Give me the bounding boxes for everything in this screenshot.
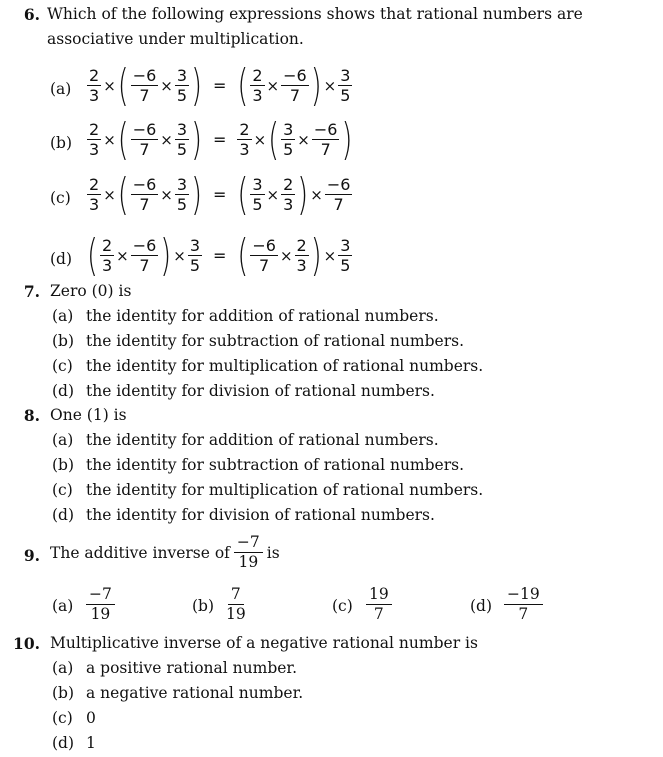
times-sign: × (266, 185, 280, 204)
question-text: Zero (0) is (50, 282, 132, 300)
fraction (281, 120, 295, 159)
fraction (175, 175, 189, 214)
fraction (295, 236, 309, 275)
denominator: 3 (89, 195, 100, 214)
fraction (338, 236, 352, 275)
question-number: 6. (23, 5, 40, 24)
denominator: 19 (238, 553, 259, 571)
denominator: 7 (320, 140, 331, 159)
denominator: 7 (259, 256, 270, 275)
denominator: 7 (373, 605, 384, 623)
times-sign: × (297, 130, 310, 149)
numerator: −6 (313, 120, 338, 139)
right-paren: ) (310, 229, 322, 281)
fraction (281, 66, 309, 105)
denominator: 7 (333, 195, 344, 214)
numerator: −7 (86, 585, 115, 605)
question-number: 10. (13, 634, 40, 653)
numerator: 2 (296, 236, 307, 255)
denominator: 5 (176, 86, 188, 105)
times-sign: × (266, 76, 280, 95)
fraction (325, 175, 353, 214)
right-paren: ) (191, 59, 202, 111)
right-paren: ) (191, 113, 202, 165)
equals-sign: = (213, 130, 227, 149)
math-expression (86, 59, 353, 111)
denominator: 7 (518, 605, 529, 623)
option-label: (d) (470, 597, 493, 615)
left-paren: ( (237, 168, 249, 220)
fraction (237, 120, 251, 159)
left-paren: ( (117, 59, 129, 111)
numerator: 2 (89, 66, 100, 85)
left-paren: ( (237, 59, 249, 111)
denominator: 5 (176, 195, 188, 214)
fraction (100, 236, 114, 275)
option-label: (a) (52, 659, 74, 677)
times-sign: × (116, 246, 129, 265)
denominator: 3 (101, 256, 113, 275)
numerator: 19 (366, 585, 392, 605)
option-label: (c) (52, 709, 73, 727)
fraction (87, 120, 101, 159)
denominator: 7 (139, 140, 150, 159)
times-sign: × (103, 76, 116, 95)
option-text: the identity for multiplication of rational numbers. (86, 357, 484, 375)
option-label: (b) (52, 684, 75, 702)
denominator: 5 (340, 256, 351, 275)
numerator: 3 (189, 236, 200, 255)
option-text: a negative rational number. (86, 684, 304, 702)
option-label: (b) (50, 134, 73, 152)
option-text: 1 (86, 734, 96, 752)
question-number: 9. (23, 546, 40, 565)
numerator: 3 (252, 175, 263, 194)
numerator: 2 (252, 66, 263, 85)
fraction (234, 533, 263, 572)
denominator: 5 (283, 140, 294, 159)
right-paren: ) (310, 59, 322, 111)
option-label: (a) (52, 431, 74, 449)
option-text: the identity for multiplication of rational numbers. (86, 481, 484, 499)
question-text: associative under multiplication. (47, 30, 304, 48)
question-text (50, 533, 280, 572)
option-text: the identity for addition of rational numbers. (86, 307, 439, 325)
question-text: One (1) is (50, 406, 127, 424)
left-paren: ( (117, 168, 129, 220)
times-sign: × (160, 130, 173, 149)
denominator: 7 (289, 86, 300, 105)
denominator: 19 (90, 605, 111, 623)
fraction (504, 585, 543, 624)
option-label: (b) (192, 597, 215, 615)
denominator: 3 (89, 86, 100, 105)
fraction (175, 120, 189, 159)
numerator: 3 (176, 175, 188, 194)
fraction (226, 585, 246, 624)
fraction (131, 175, 159, 214)
option-label: (d) (52, 382, 75, 400)
fraction (131, 66, 159, 105)
numerator: 3 (283, 120, 294, 139)
fraction (338, 66, 352, 105)
fraction (131, 120, 159, 159)
fraction (250, 175, 264, 214)
option-text: 0 (86, 709, 96, 727)
option-text: the identity for addition of rational numbers. (86, 431, 439, 449)
denominator: 7 (139, 86, 150, 105)
option-label: (b) (52, 456, 75, 474)
numerator: 3 (340, 66, 351, 85)
option-text: the identity for division of rational numbers. (86, 506, 435, 524)
right-paren: ) (297, 168, 309, 220)
math-expression (86, 113, 353, 165)
numerator: 2 (89, 175, 100, 194)
times-sign: × (279, 246, 293, 265)
numerator: −6 (326, 175, 351, 194)
option-text: the identity for subtraction of rational numbers. (86, 456, 465, 474)
numerator: 2 (283, 175, 294, 194)
denominator: 7 (139, 256, 150, 275)
option-text: the identity for division of rational numbers. (86, 382, 435, 400)
option-label: (c) (52, 357, 73, 375)
question-text: Multiplicative inverse of a negative rational number is (50, 634, 478, 652)
question-number: 8. (23, 406, 40, 425)
denominator: 5 (252, 195, 263, 214)
times-sign: × (103, 130, 116, 149)
fraction (250, 236, 278, 275)
denominator: 3 (239, 140, 250, 159)
left-paren: ( (117, 113, 129, 165)
equals-sign: = (213, 246, 227, 265)
fraction (87, 66, 101, 105)
equals-sign: = (213, 76, 227, 95)
option-label: (c) (332, 597, 353, 615)
numerator: 7 (228, 585, 244, 605)
option-label: (a) (52, 307, 74, 325)
question-number: 7. (23, 282, 40, 301)
denominator: 3 (283, 195, 294, 214)
numerator: −6 (283, 66, 307, 85)
option-label: (d) (52, 506, 75, 524)
question-text: Which of the following expressions shows that rational numbers are (47, 5, 583, 23)
denominator: 7 (139, 195, 150, 214)
times-sign: × (160, 76, 173, 95)
numerator: 2 (89, 120, 100, 139)
denominator: 5 (189, 256, 200, 275)
option-label: (d) (50, 250, 73, 268)
fraction (86, 585, 115, 624)
numerator: 2 (101, 236, 113, 255)
option-label: (c) (52, 481, 73, 499)
numerator: −19 (504, 585, 543, 605)
option-text: a positive rational number. (86, 659, 298, 677)
numerator: −6 (132, 175, 157, 194)
option-label: (c) (50, 189, 71, 207)
denominator: 3 (89, 140, 100, 159)
option-label: (a) (50, 80, 72, 98)
fraction (188, 236, 202, 275)
option-label: (b) (52, 332, 75, 350)
numerator: 2 (239, 120, 250, 139)
right-paren: ) (341, 113, 353, 165)
fraction (250, 66, 264, 105)
fraction (131, 236, 159, 275)
option-label: (a) (52, 597, 74, 615)
times-sign: × (173, 246, 186, 265)
right-paren: ) (191, 168, 202, 220)
numerator: −7 (234, 533, 263, 553)
option-text: the identity for subtraction of rational numbers. (86, 332, 465, 350)
numerator: 3 (340, 236, 351, 255)
numerator: 3 (176, 120, 188, 139)
option-label: (d) (52, 734, 75, 752)
numerator: −6 (252, 236, 276, 255)
denominator: 5 (340, 86, 351, 105)
times-sign: × (253, 130, 267, 149)
denominator: 3 (296, 256, 307, 275)
numerator: −6 (132, 120, 157, 139)
denominator: 19 (226, 605, 246, 623)
times-sign: × (310, 185, 323, 204)
fraction (175, 66, 189, 105)
left-paren: ( (268, 113, 280, 165)
fraction (281, 175, 295, 214)
times-sign: × (323, 246, 337, 265)
denominator: 5 (176, 140, 188, 159)
left-paren: ( (237, 229, 249, 281)
math-expression (86, 229, 353, 281)
fraction (366, 585, 392, 624)
numerator: −6 (132, 66, 157, 85)
right-paren: ) (160, 229, 172, 281)
denominator: 3 (252, 86, 263, 105)
fraction (87, 175, 101, 214)
fraction (312, 120, 340, 159)
left-paren: ( (87, 229, 98, 281)
numerator: −6 (132, 236, 157, 255)
times-sign: × (160, 185, 173, 204)
math-expression (86, 168, 353, 220)
question-text-part: The additive inverse of (50, 543, 230, 562)
question-text-part: is (266, 543, 280, 562)
times-sign: × (323, 76, 337, 95)
times-sign: × (103, 185, 116, 204)
equals-sign: = (213, 185, 227, 204)
numerator: 3 (176, 66, 188, 85)
